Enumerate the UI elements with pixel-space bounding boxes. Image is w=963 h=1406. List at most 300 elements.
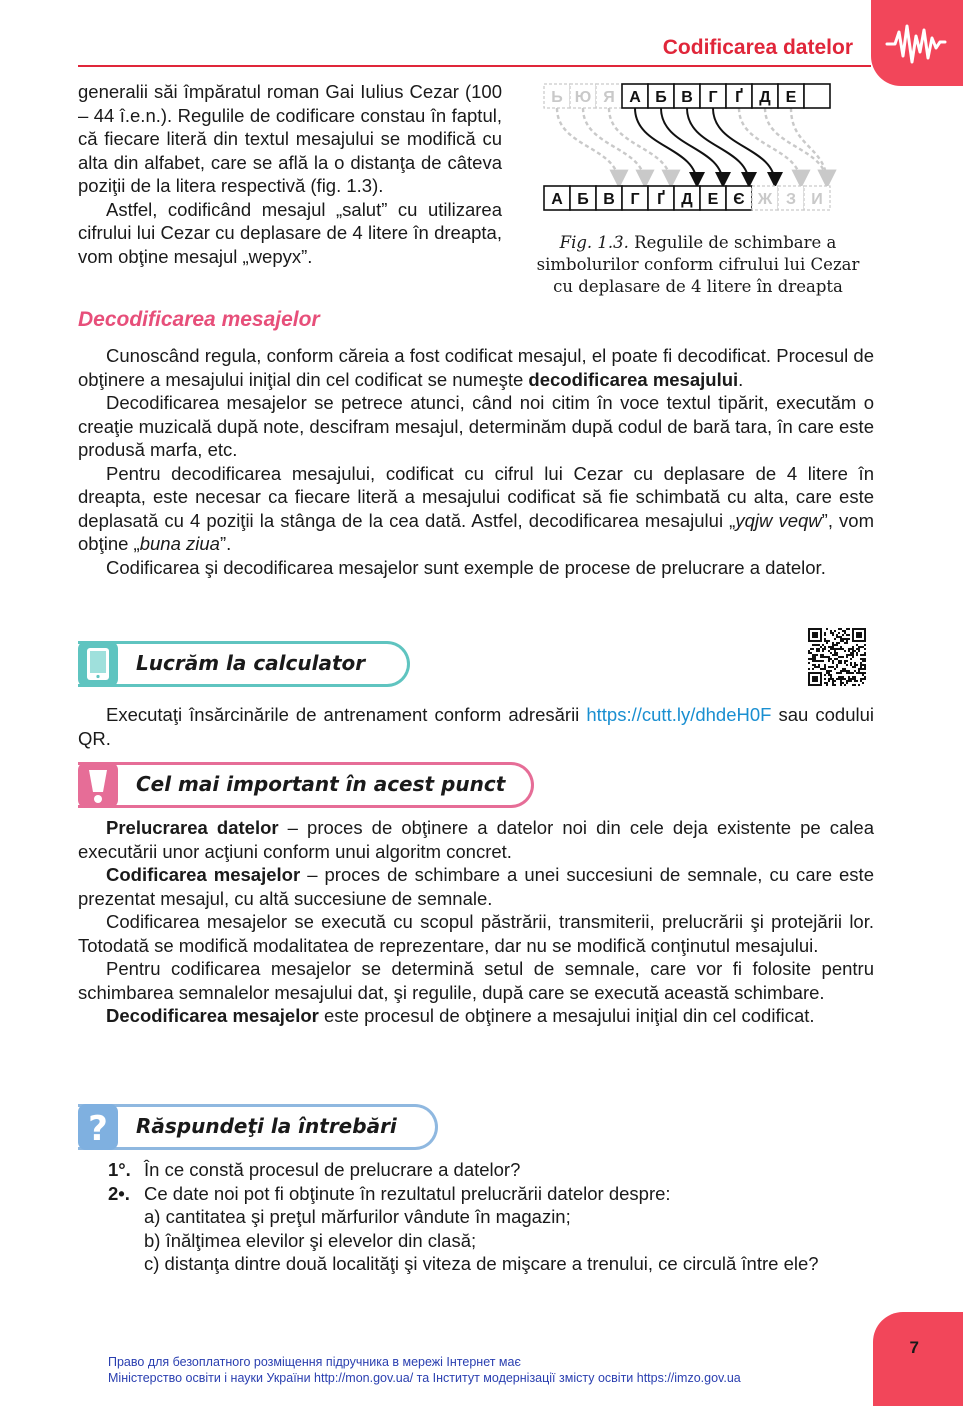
qr-module [830, 670, 832, 672]
qr-module [854, 650, 856, 652]
qr-module [838, 632, 840, 634]
top-row-letter: Г [708, 89, 718, 106]
qr-module [862, 646, 864, 648]
qr-module [858, 646, 860, 648]
qr-module [854, 680, 856, 682]
qr-module [838, 672, 840, 674]
qr-module [862, 678, 864, 680]
qr-module [834, 668, 836, 670]
top-row-letter: Ю [574, 89, 592, 106]
qr-module [850, 680, 852, 682]
qr-module [844, 638, 846, 640]
qr-module [856, 648, 858, 650]
qr-module [858, 684, 860, 686]
text-run: – proces de obţinere a datelor noi din cele deja existente pe calea executării unor acţiuni conform unui algoritm concret. [78, 817, 874, 862]
qr-module [862, 658, 864, 660]
qr-module [836, 648, 838, 650]
qr-module [840, 672, 842, 674]
qr-module [840, 662, 842, 664]
qr-module [860, 658, 862, 660]
qr-module [838, 662, 840, 664]
bottom-row-letter: Б [577, 191, 589, 208]
qr-module [826, 670, 828, 672]
qr-module [838, 678, 840, 680]
summary-paragraph-4: Pentru codificarea mesajelor se determină setul de semnale, care vor fi folosite pentru schimbarea semnalelor mesajului dat, şi regulile, după care se execută această schimbare. [78, 958, 874, 1003]
qr-module [828, 656, 830, 658]
qr-module [836, 642, 838, 644]
qr-module [814, 656, 816, 658]
exclamation-icon [78, 762, 118, 808]
text-run: sau codului QR. [78, 704, 875, 749]
qr-module [816, 666, 818, 668]
banner-label: Lucrăm la calculator [136, 651, 366, 675]
shift-arrow [687, 108, 749, 184]
qr-module [842, 656, 844, 658]
qr-module [824, 678, 826, 680]
qr-module [840, 678, 842, 680]
qr-module [864, 658, 866, 660]
qr-module [846, 664, 848, 666]
qr-module [834, 680, 836, 682]
qr-module [848, 650, 850, 652]
qr-module [864, 644, 866, 646]
qr-module [862, 672, 864, 674]
qr-module [856, 680, 858, 682]
text-run: Pentru decodificarea mesajului, codificat cu cifrul lui Cezar cu deplasare de 4 litere în dreapta, este necesar ca fiecare literă a mesajului codificat să fie schimbată cu alta, care este deplasată cu 4 poziţii la stânga de la cea dată. Astfel, decodificarea mesajului „ [78, 462, 874, 531]
qr-module [826, 682, 828, 684]
qr-module [836, 634, 838, 636]
qr-module [816, 650, 818, 652]
qr-module [812, 668, 814, 670]
qr-module [840, 670, 842, 672]
qr-module [834, 630, 836, 632]
qr-module [818, 644, 820, 646]
summary-paragraph-5 [78, 1004, 874, 1028]
qr-module [850, 658, 852, 660]
qr-module [822, 644, 824, 646]
qr-module [850, 664, 852, 666]
decode-section [78, 344, 874, 579]
question-icon [78, 1104, 118, 1150]
qr-module [840, 640, 842, 642]
qr-module [830, 674, 832, 676]
qr-module [848, 638, 850, 640]
qr-module [810, 652, 812, 654]
banner-important [78, 762, 534, 808]
footer-notice [108, 1354, 741, 1386]
qr-module [842, 668, 844, 670]
qr-module [812, 654, 814, 656]
qr-module [854, 678, 856, 680]
qr-module [842, 648, 844, 650]
qr-module [838, 628, 840, 630]
qr-module [854, 670, 856, 672]
qr-module [842, 630, 844, 632]
qr-code-icon[interactable] [808, 628, 866, 686]
qr-module [862, 682, 864, 684]
qr-module [814, 660, 816, 662]
shift-arrow [635, 108, 697, 184]
qr-module [828, 678, 830, 680]
qr-module [846, 654, 848, 656]
qr-module [808, 662, 810, 664]
qr-module [852, 652, 854, 654]
shift-arrow [661, 108, 723, 184]
qr-module [812, 648, 814, 650]
qr-module [812, 664, 814, 666]
qr-module [856, 654, 858, 656]
qr-module [822, 660, 824, 662]
shift-arrow [713, 108, 775, 184]
qr-module [834, 658, 836, 660]
qr-module [828, 646, 830, 648]
qr-module [848, 654, 850, 656]
figure-caption [530, 232, 866, 298]
qr-module [852, 666, 854, 668]
qr-module [864, 678, 866, 680]
italic-code: buna ziua [139, 533, 220, 554]
qr-module [840, 636, 842, 638]
question-item [108, 1182, 888, 1206]
text-run: Cunoscând regula, conform căreia a fost codificat mesajul, el poate fi decodificat. Procesul de obţinere a mesajului iniţial din cel codificat se numeşte [78, 345, 874, 390]
qr-module [812, 658, 814, 660]
corner-badge [871, 0, 963, 86]
qr-module [836, 654, 838, 656]
qr-module [832, 634, 834, 636]
calc-instruction [78, 703, 874, 750]
subquestion-item: c) distanţa dintre două localităţi şi viteza de mişcare a trenului, ce circulă între ele? [144, 1253, 819, 1274]
qr-module [820, 660, 822, 662]
text-run: Executaţi însărcinările de antrenament conform adresării [106, 704, 587, 725]
qr-module [824, 634, 826, 636]
qr-module [824, 656, 826, 658]
footer-line-2: Міністерство освіти і науки України http://mon.gov.ua/ та Інститут модернізації змісту освіти https://imzo.gov.ua [108, 1371, 741, 1385]
bottom-row-letter: А [551, 191, 563, 208]
qr-module [828, 660, 830, 662]
qr-module [858, 648, 860, 650]
qr-module [824, 664, 826, 666]
qr-module [840, 656, 842, 658]
qr-module [824, 648, 826, 650]
top-row-letter: Б [655, 89, 667, 106]
qr-module [814, 658, 816, 660]
bold-term: Decodificarea mesajelor [106, 1005, 319, 1026]
qr-module [860, 668, 862, 670]
question-item [108, 1158, 888, 1182]
qr-module [826, 684, 828, 686]
qr-module [832, 644, 834, 646]
qr-module [830, 646, 832, 648]
qr-module [842, 634, 844, 636]
bold-term: Codificarea mesajelor [106, 864, 301, 885]
qr-module [826, 628, 828, 630]
qr-module [842, 640, 844, 642]
qr-module [832, 682, 834, 684]
qr-module [850, 662, 852, 664]
qr-module [840, 660, 842, 662]
qr-module [808, 658, 810, 660]
qr-module [834, 638, 836, 640]
qr-module [820, 646, 822, 648]
qr-module [846, 640, 848, 642]
qr-module [838, 676, 840, 678]
top-row-cell [804, 84, 830, 108]
bottom-row-letter: Д [681, 191, 693, 208]
qr-module [834, 652, 836, 654]
top-row-letter: Ь [551, 89, 563, 106]
question-text: În ce constă procesul de prelucrare a datelor? [144, 1159, 521, 1180]
bottom-row-letter: З [785, 191, 797, 208]
decode-paragraph-4: Codificarea şi decodificarea mesajelor sunt exemple de procese de prelucrare a datelor. [106, 556, 826, 578]
summary-section [78, 816, 874, 1028]
qr-module [854, 666, 856, 668]
qr-module [816, 660, 818, 662]
qr-module [842, 678, 844, 680]
page-number-tab [873, 1312, 963, 1406]
qr-module [848, 670, 850, 672]
qr-module [808, 652, 810, 654]
qr-module [838, 656, 840, 658]
shift-arrow [765, 108, 827, 184]
qr-module [854, 676, 856, 678]
bottom-row-letter: Ж [757, 191, 773, 208]
qr-module [862, 674, 864, 676]
qr-module [818, 648, 820, 650]
qr-module [864, 676, 866, 678]
qr-module [844, 684, 846, 686]
qr-module [828, 680, 830, 682]
qr-module [836, 664, 838, 666]
qr-module [816, 654, 818, 656]
qr-module [836, 672, 838, 674]
qr-module [824, 666, 826, 668]
qr-module [848, 628, 850, 630]
qr-module [814, 654, 816, 656]
qr-module [840, 676, 842, 678]
qr-module [844, 632, 846, 634]
qr-module [822, 650, 824, 652]
qr-module [860, 666, 862, 668]
qr-module [860, 678, 862, 680]
qr-module [856, 672, 858, 674]
qr-module [826, 640, 828, 642]
qr-module [840, 680, 842, 682]
svg-text:?: ? [88, 1109, 108, 1149]
training-link[interactable]: https://cutt.ly/dhdeH0F [586, 704, 772, 725]
qr-module [818, 666, 820, 668]
qr-module [840, 646, 842, 648]
qr-module [812, 656, 814, 658]
qr-module [850, 654, 852, 656]
bottom-row-letter: Е [707, 191, 719, 208]
qr-module [824, 640, 826, 642]
qr-module [850, 652, 852, 654]
qr-module [828, 672, 830, 674]
qr-finder [812, 676, 818, 682]
qr-module [840, 638, 842, 640]
qr-module [852, 648, 854, 650]
qr-module [856, 664, 858, 666]
qr-module [808, 650, 810, 652]
qr-module [840, 628, 842, 630]
qr-module [824, 632, 826, 634]
qr-module [844, 650, 846, 652]
qr-module [812, 644, 814, 646]
qr-module [820, 668, 822, 670]
qr-module [860, 672, 862, 674]
top-row-letter: Я [603, 89, 615, 106]
qr-module [840, 682, 842, 684]
qr-module [846, 682, 848, 684]
shift-arrow [609, 108, 671, 184]
tablet-icon [78, 641, 118, 687]
qr-module [832, 648, 834, 650]
header-rule [78, 65, 871, 67]
qr-module [832, 684, 834, 686]
qr-finder [856, 632, 862, 638]
qr-module [838, 660, 840, 662]
shift-arrow [583, 108, 645, 184]
qr-module [838, 642, 840, 644]
qr-module [832, 632, 834, 634]
qr-module [834, 654, 836, 656]
qr-module [808, 668, 810, 670]
figure-caption-label: Fig. 1.3. [559, 233, 629, 252]
qr-module [864, 664, 866, 666]
figure-caption-text: Regulile de schimbare a simbolurilor conform cifrului lui Cezar cu deplasare de 4 litere în dreapta [536, 233, 860, 296]
intro-paragraph-1: generalii săi împăratul roman Gai Iulius Cezar (100 – 44 î.e.n.). Regulile de codificare constau în faptul, că fiecare literă din textul mesajului se modifică cu alta din alfabet, care se află la o distanţa de câteva poziţii de la litera respectivă (fig. 1.3). [78, 81, 502, 196]
qr-module [864, 666, 866, 668]
qr-module [860, 654, 862, 656]
qr-module [848, 676, 850, 678]
qr-module [832, 666, 834, 668]
qr-module [818, 650, 820, 652]
qr-module [844, 630, 846, 632]
top-row-letter: А [629, 89, 641, 106]
qr-module [830, 666, 832, 668]
decode-paragraph-2: Decodificarea mesajelor se petrece atunci, când noi citim în voce textul tipărit, executăm o creaţie muzicală după note, descifram mesajul, determinăm după codul de bară tara, în care este produsă marfa, etc. [78, 392, 874, 460]
banner-label: Răspundeţi la întrebări [136, 1114, 397, 1138]
qr-module [822, 668, 824, 670]
shift-arrow [739, 108, 801, 184]
waveform-icon [885, 18, 947, 68]
qr-module [850, 672, 852, 674]
qr-module [864, 660, 866, 662]
qr-module [838, 636, 840, 638]
qr-module [814, 666, 816, 668]
qr-module [836, 678, 838, 680]
qr-module [832, 642, 834, 644]
qr-module [852, 678, 854, 680]
qr-module [828, 670, 830, 672]
bottom-row-letter: В [603, 191, 615, 208]
qr-module [864, 648, 866, 650]
qr-module [854, 664, 856, 666]
qr-module [852, 654, 854, 656]
qr-module [842, 676, 844, 678]
qr-module [822, 656, 824, 658]
subquestion-item: a) cantitatea şi preţul mărfurilor vândute în magazin; [144, 1206, 571, 1227]
qr-module [814, 644, 816, 646]
qr-module [840, 648, 842, 650]
questions-list [108, 1158, 888, 1276]
qr-module [852, 684, 854, 686]
qr-module [864, 668, 866, 670]
qr-module [820, 654, 822, 656]
qr-module [848, 680, 850, 682]
intro-paragraph-2: Astfel, codificând mesajul „salut” cu utilizarea cifrului lui Cezar cu deplasare de 4 litere în dreapta, vom obţine mesajul „wepyx”. [78, 198, 502, 267]
qr-module [824, 638, 826, 640]
qr-module [830, 678, 832, 680]
qr-module [822, 654, 824, 656]
bottom-row-letter: И [811, 191, 823, 208]
text-run: – proces de schimbare a unei succesiuni de semnale, cu care este prezentat mesajul, cu altă succesiune de semnale. [78, 864, 874, 909]
qr-module [864, 672, 866, 674]
qr-module [830, 630, 832, 632]
qr-module [852, 676, 854, 678]
qr-module [838, 648, 840, 650]
summary-paragraph-3: Codificarea mesajelor se execută cu scopul păstrării, transmiterii, prelucrării şi protejării lor. Totodată se modifică modalitatea de reprezentare, dar nu se modifică conţinutul mesajului. [78, 911, 874, 956]
banner-questions [78, 1104, 438, 1150]
qr-module [856, 652, 858, 654]
qr-module [854, 684, 856, 686]
qr-module [834, 648, 836, 650]
qr-module [844, 662, 846, 664]
summary-paragraph-2 [78, 863, 874, 910]
qr-module [826, 656, 828, 658]
qr-module [850, 648, 852, 650]
decode-paragraph-3 [78, 462, 874, 556]
qr-module [822, 648, 824, 650]
qr-module [824, 646, 826, 648]
qr-module [848, 678, 850, 680]
decode-paragraph-1 [78, 344, 874, 391]
top-row-letter: Ґ [735, 89, 743, 106]
qr-module [862, 664, 864, 666]
qr-module [846, 642, 848, 644]
qr-module [830, 652, 832, 654]
caesar-cipher-figure [540, 82, 876, 212]
qr-module [844, 678, 846, 680]
qr-module [836, 652, 838, 654]
qr-module [814, 664, 816, 666]
qr-module [854, 662, 856, 664]
qr-module [848, 672, 850, 674]
qr-module [830, 632, 832, 634]
qr-module [844, 668, 846, 670]
qr-module [842, 682, 844, 684]
qr-module [824, 668, 826, 670]
qr-module [832, 662, 834, 664]
qr-module [832, 678, 834, 680]
bottom-row-letter: Г [630, 191, 640, 208]
text-run: ”, vom obţine „ [78, 509, 875, 554]
qr-module [844, 670, 846, 672]
qr-module [860, 662, 862, 664]
qr-module [834, 650, 836, 652]
qr-module [846, 660, 848, 662]
qr-module [826, 672, 828, 674]
banner-calculator [78, 641, 410, 687]
qr-module [810, 658, 812, 660]
qr-module [818, 660, 820, 662]
qr-module [846, 634, 848, 636]
question-number: 2•. [108, 1182, 130, 1204]
qr-module [858, 670, 860, 672]
qr-module [834, 684, 836, 686]
qr-module [852, 656, 854, 658]
qr-finder [812, 632, 818, 638]
